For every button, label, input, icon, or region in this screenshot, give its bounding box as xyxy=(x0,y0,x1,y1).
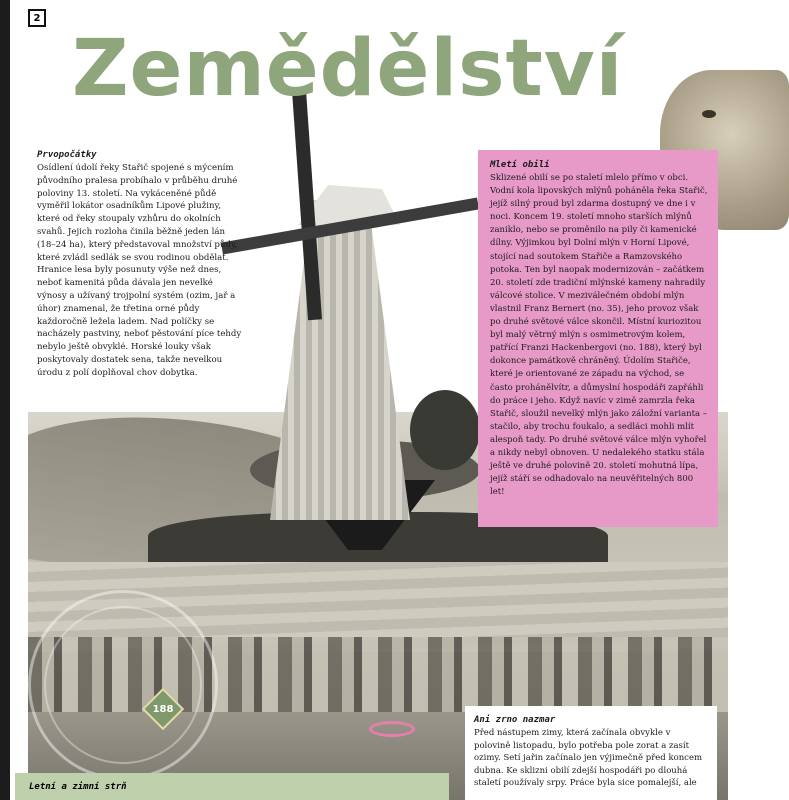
section-grain-box xyxy=(465,706,717,800)
page-edge-bar xyxy=(0,0,10,800)
page-title: Zemědělství xyxy=(72,24,624,114)
section-origins xyxy=(37,150,247,380)
cow-eye xyxy=(702,110,716,118)
page-number: 2 xyxy=(28,9,46,27)
section-grain-heading: Ani zrno nazmar xyxy=(474,715,556,725)
windmill-body xyxy=(270,200,410,520)
tree xyxy=(410,390,480,470)
windmill-collage xyxy=(220,90,490,550)
section-crops-box xyxy=(15,773,449,800)
location-marker-ring xyxy=(369,721,415,737)
section-grain-text: Před nástupem zimy, která začínala obvykle v polovině listopadu, bylo potřeba pole zorat a zasít ozimy. Setí jařin začínalo jen výjimečně před koncem dubna. Ke sklizni obilí zdejší hospodáři po dlouhá staletí používaly srpy. Práce byla sice pomalejší, ale xyxy=(474,728,703,789)
section-mills-box xyxy=(478,150,718,527)
section-origins-text: Osídlení údolí řeky Stařič spojené s mýcením původního pralesa probíhalo v průběhu druhé poloviny 13. století. Na vykáceněné půdě vyměřil lokátor osadníkům Lipové plužiny, které od řeky stoupaly vzhůru do okolních svahů. Jejich rozloha činila běžně jeden lán (18–24 ha), který představoval množství půdy, které zvládl sedlák se svou rodinou obdělat. Hranice lesa byly posunuty výše než dnes, neboť kamenitá půda dávala jen nevelké výnosy a užívaný trojpolní systém (ozim, jař a úhor) znamenal, že třetina orné půdy každoročně ležela ladem. Nad políčky se nacházely pastviny, neboť pěstování píce tehdy nebylo ještě obvyklé. Horské louky však poskytovaly dostatek sena, takže nevelkou úrodu z polí doplňoval chov dobytka. xyxy=(37,163,242,378)
section-mills-text: Sklizené obilí se po staletí mlelo přímo v obci. Vodní kola lipovských mlýnů poháněla řeka Stařič, jejíž silný proud byl zdarma dostupný ve dne i v noci. Koncem 19. století mnoho starších mlýnů zaniklo, nebo se proměnilo na pily či kamenické dílny. Výjimkou byl Dolní mlýn v Horní Lipové, stojící nad soutokem Stařiče a Ramzovského potoka. Ten byl naopak modernizován – začátkem 20. století zde tradiční mlýnské kameny nahradily válcové stolice. V meziválečném období mlýn vlastnil Franz Bernert (no. 35), jeho provoz však po druhé světové válce skončil. Místní kuriozitou byl malý větrný mlýn s osmimetrovým kolem, patřící Franzi Hackenbergovi (no. 188), který byl dokonce památkově chráněný. Údolím Stařiče, které je orientované ze západu na východ, se často prohánělvítr, a důmyslní hospodáři zapřáhli do práce i jeho. Když navíc v zimě zamrzla řeka Stařič, sloužil nevelký mlýn jako záložní varianta – stačilo, aby trochu foukalo, a sedláci mohli mlít alespoň tady. Po druhé světové válce mlýn vyhořel a nikdy nebyl obnoven. U nedalekého statku stála ještě ve druhé polovině 20. století mohutná lípa, jejíž stáří se odhadovalo na neuvěřitelných 800 let! xyxy=(490,173,708,498)
section-mills-heading: Mletí obilí xyxy=(490,160,550,170)
house-badge-number: 188 xyxy=(152,703,174,715)
stamp-ring-inner xyxy=(44,606,202,764)
section-crops-heading: Letní a zimní strň xyxy=(29,782,127,792)
section-origins-heading: Prvopočátky xyxy=(37,150,97,160)
